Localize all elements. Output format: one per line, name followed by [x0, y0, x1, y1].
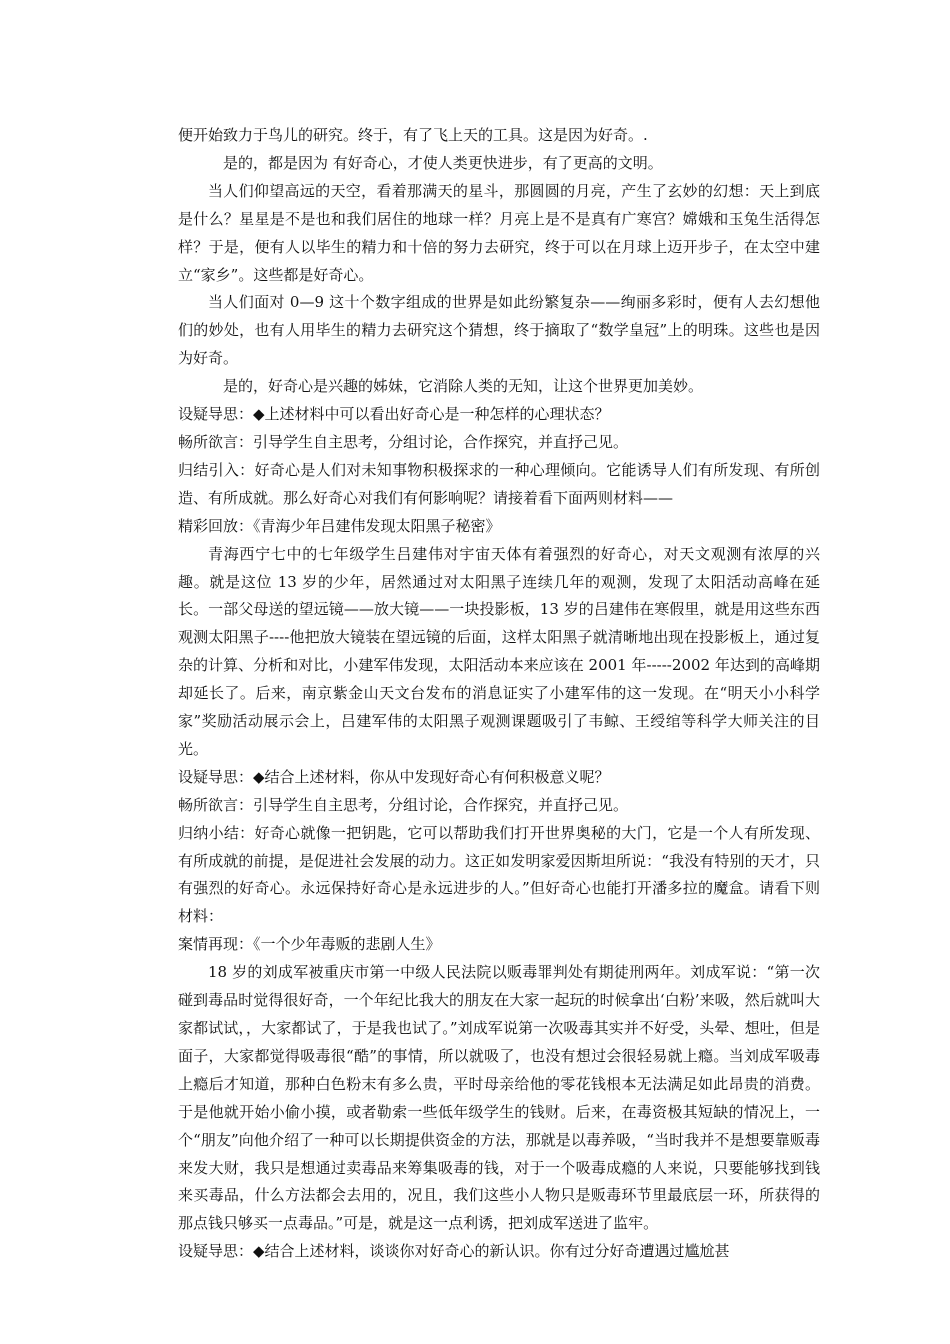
- question-new-understanding: 设疑导思：◆结合上述材料，谈谈你对好奇心的新认识。你有过分好奇遭遇过尴尬甚: [178, 1242, 730, 1261]
- summary-key: 归纳小结：好奇心就像一把钥匙，它可以帮助我们打开世界奥秘的大门，它是一个人有所发现、有所成就的前提，是促进社会发展的动力。这正如发明家爱因斯坦所说：“我没有特别的天才，只有强烈的好奇心。永远保持好奇心是永远进步的人。”但好奇心也能打开潘多拉的魔盒。请看下则材料：: [178, 823, 820, 926]
- paragraph-civilization: 是的，都是因为 有好奇心，才使人类更快进步，有了更高的文明。: [223, 153, 663, 172]
- paragraph-drug-story: 18 岁的刘成军被重庆市第一中级人民法院以贩毒罪判处有期徒刑两年。刘成军说：“第一次碰到毒品时觉得很好奇，一个年纪比我大的朋友在大家一起玩的时候拿出‘白粉’来吸，然后就叫大家都试试，，大家都试了，于是我也试了。”刘成军说第一次吸毒其实并不好受，头晕、想吐，但是面子，大家都觉得吸毒很“酷”的事情，所以就吸了，也没有想过会很轻易就上瘾。当刘成军吸毒上瘾后才知道，那种白色粉末有多么贵，平时母亲给他的零花钱根本无法满足如此昂贵的消费。于是他就开始小偷小摸，或者勒索一些低年级学生的钱财。后来，在毒资极其短缺的情况上，一个“朋友”向他介绍了一种可以长期提供资金的方法，那就是以毒养吸，“当时我并不是想要靠贩毒来发大财，我只是想通过卖毒品来筹集吸毒的钱，对于一个吸毒成瘾的人来说，只要能够找到钱来买毒品，什么方法都会去用的，况且，我们这些小人物只是贩毒环节里最底层一环，所获得的那点钱只够买一点毒品。”可是，就是这一点利诱，把刘成军送进了监牢。: [178, 963, 820, 1233]
- case-title-sunspot: 精彩回放：《青海少年吕建伟发现太阳黑子秘密》: [178, 516, 501, 535]
- paragraph-sky-moon: 当人们仰望高远的天空，看着那满天的星斗，那圆圆的月亮，产生了玄妙的幻想：天上到底是什么？星星是不是也和我们居住的地球一样？月亮上是不是真有广寒宫？嫦娥和玉兔生活得怎样？于是，便有人以毕生的精力和十倍的努力去研究，终于可以在月球上迈开步子，在太空中建立“家乡”。这些都是好奇心。: [178, 181, 820, 284]
- discussion-prompt-2: 畅所欲言：引导学生自主思考，分组讨论，合作探究，并直抒己见。: [178, 795, 629, 814]
- paragraph-bird-research: 便开始致力于鸟儿的研究。终于，有了飞上天的工具。这是因为好奇。.: [178, 126, 648, 144]
- document-body: [178, 122, 820, 1266]
- discussion-prompt-1: 畅所欲言：引导学生自主思考，分组讨论，合作探究，并直抒己见。: [178, 432, 629, 451]
- conclusion-intro: 归结引入：好奇心是人们对未知事物积极探求的一种心理倾向。它能诱导人们有所发现、有所创造、有所成就。那么好奇心对我们有何影响呢？请接着看下面两则材料——: [178, 460, 820, 507]
- paragraph-curiosity-sister: 是的，好奇心是兴趣的姊妹，它消除人类的无知，让这个世界更加美妙。: [223, 377, 704, 396]
- paragraph-numbers: 当人们面对 0—9 这十个数字组成的世界是如此纷繁复杂——绚丽多彩时，便有人去幻想他们的妙处，也有人用毕生的精力去研究这个猜想，终于摘取了“数学皇冠”上的明珠。这些也是因为好奇。: [178, 293, 820, 368]
- question-psychology: 设疑导思：◆上述材料中可以看出好奇心是一种怎样的心理状态？: [178, 405, 610, 424]
- paragraph-sunspot-story: 青海西宁七中的七年级学生吕建伟对宇宙天体有着强烈的好奇心，对天文观测有浓厚的兴趣。就是这位 13 岁的少年，居然通过对太阳黑子连续几年的观测，发现了太阳活动高峰在延长。一部父母送的望远镜——放大镜——一块投影板，13 岁的吕建伟在寒假里，就是用这些东西观测太阳黑子----他把放大镜装在望远镜的后面，这样太阳黑子就清晰地出现在投影板上，通过复杂的计算、分析和对比，小建军伟发现，太阳活动本来应该在 2001 年-----2002 年达到的高峰期却延长了。后来，南京紫金山天文台发布的消息证实了小建军伟的这一发现。在“明天小小科学家”奖励活动展示会上，吕建军伟的太阳黑子观测课题吸引了韦鲸、王绶绾等科学大师关注的目光。: [178, 544, 820, 758]
- question-positive-meaning: 设疑导思：◆结合上述材料，你从中发现好奇心有何积极意义呢？: [178, 767, 610, 786]
- case-title-drug: 案情再现：《一个少年毒贩的悲剧人生》: [178, 935, 441, 954]
